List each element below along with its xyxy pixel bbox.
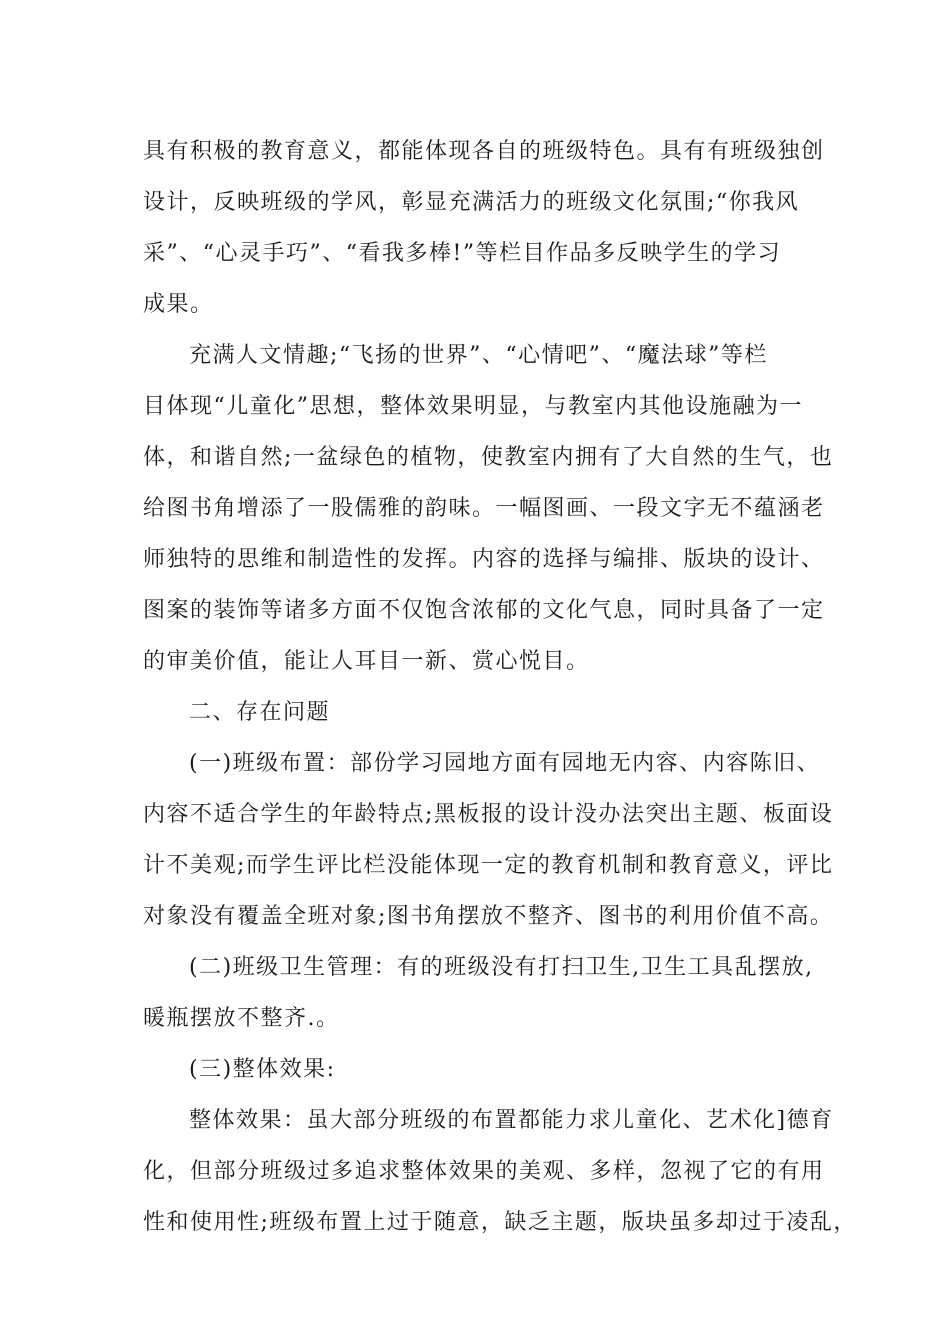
paragraph-class-layout [143, 738, 834, 942]
text-line: 化，但部分班级过多追求整体效果的美观、多样，忽视了它的有用 [143, 1159, 825, 1184]
paragraph-2 [143, 330, 834, 687]
text-line: 计不美观;而学生评比栏没能体现一定的教育机制和教育意义，评比 [143, 853, 834, 878]
subheading-overall [143, 1044, 823, 1095]
text-line: 二、存在问题 [189, 700, 331, 725]
text-line: 采”、“心灵手巧”、“看我多棒!”等栏目作品多反映学生的学习 [143, 241, 782, 266]
text-line: 体，和谐自然;一盆绿色的植物，使教室内拥有了大自然的生气，也 [143, 445, 834, 470]
text-line: (二)班级卫生管理：有的班级没有打扫卫生,卫生工具乱摆放, [189, 955, 814, 980]
text-line: 设计，反映班级的学风，彰显充满活力的班级文化氛围;“你我风 [143, 190, 800, 215]
text-line: 师独特的思维和制造性的发挥。内容的选择与编排、版块的设计、 [143, 547, 825, 572]
section-heading [143, 687, 823, 738]
text-line: 成果。 [143, 292, 214, 317]
text-line: 充满人文情趣;“飞扬的世界”、“心情吧”、“魔法球”等栏 [189, 343, 768, 368]
text-line: 目体现“儿童化”思想，整体效果明显，与教室内其他设施融为一 [143, 394, 803, 419]
paragraph-overall [143, 1095, 857, 1248]
text-line: 内容不适合学生的年龄特点;黑板报的设计没办法突出主题、板面设 [143, 802, 834, 827]
text-line: 图案的装饰等诸多方面不仅饱含浓郁的文化气息，同时具备了一定 [143, 598, 825, 623]
text-line: (三)整体效果: [189, 1057, 336, 1082]
paragraph-hygiene [143, 942, 823, 1044]
text-line: 暖瓶摆放不整齐.。 [143, 1006, 340, 1031]
text-line: 对象没有覆盖全班对象;图书角摆放不整齐、图书的利用价值不高。 [143, 904, 834, 929]
text-line: 具有积极的教育意义，都能体现各自的班级特色。具有有班级独创 [143, 139, 825, 164]
text-line: 性和使用性;班级布置上过于随意，缺乏主题，版块虽多却过于凌乱， [143, 1210, 857, 1235]
document-body [143, 126, 857, 1248]
paragraph-1 [143, 126, 823, 330]
text-line: 给图书角增添了一股儒雅的韵味。一幅图画、一段文字无不蕴涵老 [143, 496, 825, 521]
text-line: 整体效果：虽大部分班级的布置都能力求儿童化、艺术化]德育 [189, 1108, 834, 1133]
text-line: (一)班级布置：部份学习园地方面有园地无内容、内容陈旧、 [189, 751, 821, 776]
text-line: 的审美价值，能让人耳目一新、赏心悦目。 [143, 649, 590, 674]
